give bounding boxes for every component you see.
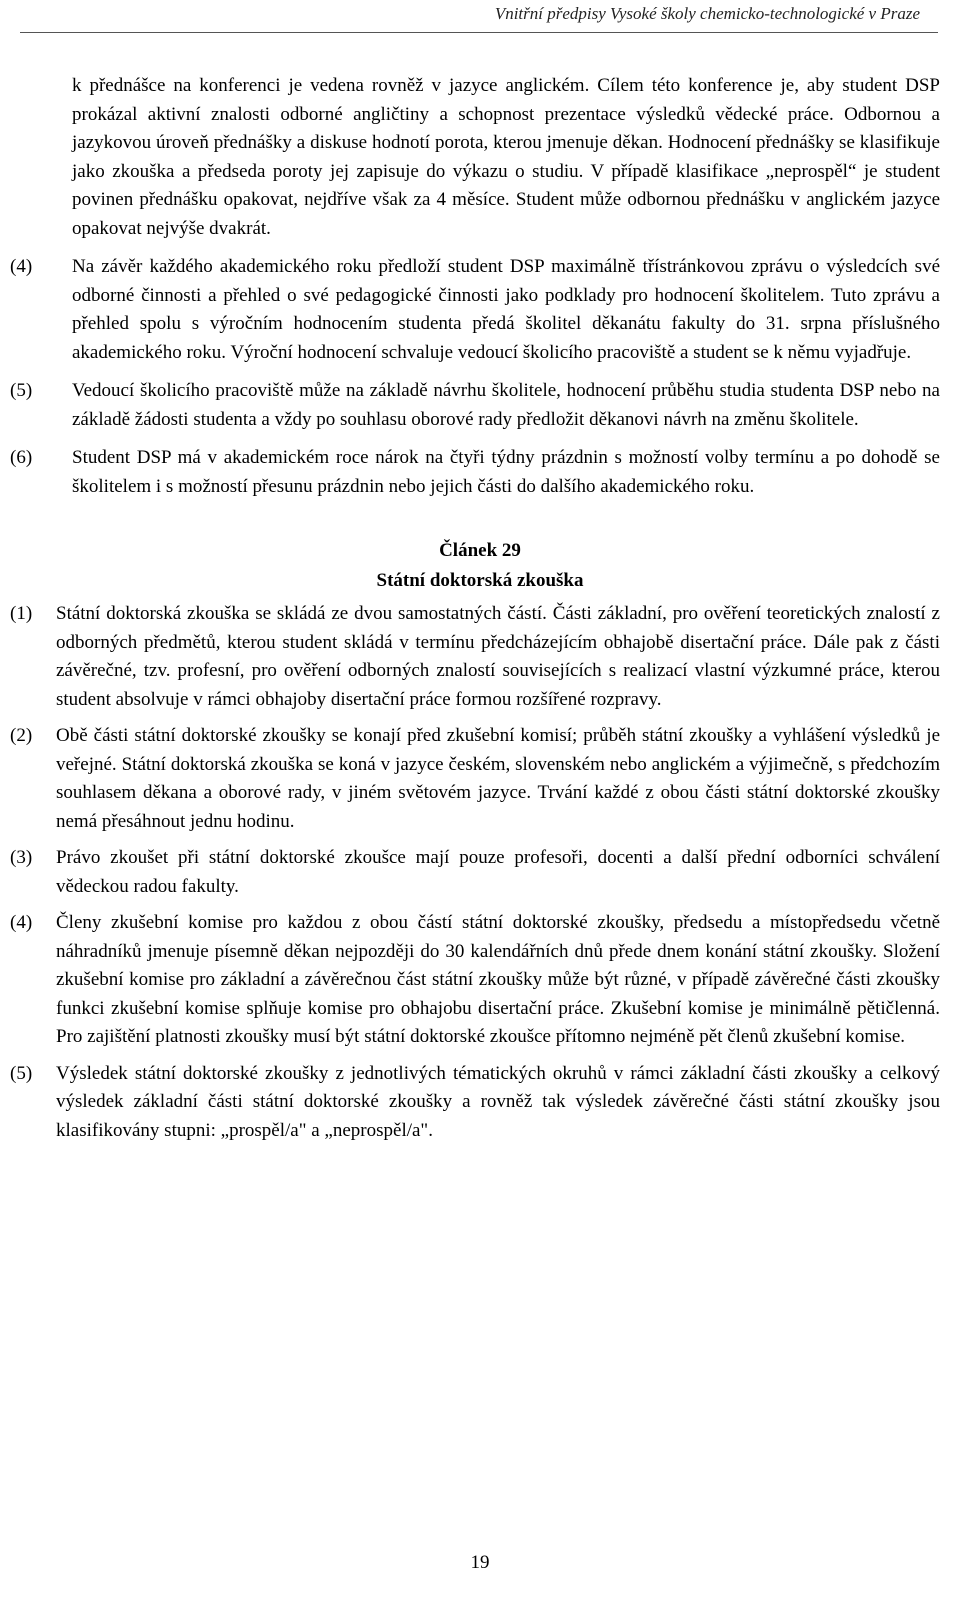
article-item-5	[10, 1060, 940, 1146]
document-body	[10, 72, 940, 1145]
article-item-1	[10, 600, 940, 714]
item-number: (4)	[10, 912, 33, 933]
article-item-4	[10, 909, 940, 1052]
item-number: (1)	[10, 603, 33, 624]
item-number: (6)	[10, 447, 33, 468]
prev-item-6	[10, 444, 940, 501]
prev-item-5	[10, 377, 940, 434]
header-divider	[20, 32, 938, 33]
article-items	[10, 600, 940, 1145]
article-title: Státní doktorská zkouška	[376, 570, 584, 591]
item-number: (2)	[10, 725, 33, 746]
item-text: Student DSP má v akademickém roce nárok na čtyři týdny prázdnin s možností volby termínu a po dohodě se školitelem i s možností přesunu prázdnin nebo jejich části do dalšího akademického roku.	[72, 447, 940, 497]
item-number: (4)	[10, 256, 33, 277]
item-text: Právo zkoušet při státní doktorské zkoušce mají pouze profesoři, docenti a další přední odborníci schválení vědeckou radou fakulty.	[56, 847, 940, 897]
item-number: (5)	[10, 1062, 33, 1084]
continuation-paragraph: k přednášce na konferenci je vedena rovněž v jazyce anglickém. Cílem této konference je, aby student DSP prokázal aktivní znalosti odborné angličtiny a schopnost prezentace výsledků vědecké práce. Odbornou a jazykovou úroveň přednášky a diskuse hodnotí porota, kterou jmenuje děkan. Hodnocení přednášky se klasifikuje jako zkouška a předseda poroty jej zapisuje do výkazu o studiu. V případě klasifikace „neprospěl“ je student povinen přednášku opakovat, nejdříve však za 4 měsíce. Student může odbornou přednášku v anglickém jazyce opakovat nejvýše dvakrát.	[72, 75, 940, 239]
item-text: Členy zkušební komise pro každou z obou částí státní doktorské zkoušky, předsedu a místopředsedu včetně náhradníků jmenuje písemně děkan nejpozději do 30 kalendářních dnů přede dnem konání státní zkoušky. Složení zkušební komise pro základní a závěrečnou část státní zkoušky může být různé, v případě závěrečné části zkoušky funkci zkušební komise splňuje komise pro obhajobu disertační práce. Zkušební komise je minimálně pětičlenná. Pro zajištění platnosti zkoušky musí být státní doktorské zkoušce přítomno nejméně pět členů zkušební komise.	[56, 912, 940, 1047]
item-number: (3)	[10, 847, 33, 868]
page-number: 19	[470, 1552, 490, 1573]
item-number: (5)	[10, 380, 33, 401]
item-text: Výsledek státní doktorské zkoušky z jednotlivých tématických okruhů v rámci základní části zkoušky a celkový výsledek základní části státní doktorské zkoušky a rovněž tak výsledek závěrečné části státní zkoušky jsou klasifikovány stupni: „prospěl/a" a „neprospěl/a".	[56, 1062, 940, 1141]
article-item-2	[10, 722, 940, 836]
item-text: Obě části státní doktorské zkoušky se konají před zkušební komisí; průběh státní zkoušky a vyhlášení výsledků je veřejné. Státní doktorská zkouška se koná v jazyce českém, slovenském nebo anglickém a výjimečně, s předchozím souhlasem děkana a oborové rady, v jiném světovém jazyce. Trvání každé z obou části státní doktorské zkoušky nemá přesáhnout jednu hodinu.	[56, 725, 940, 832]
article-number: Článek 29	[439, 540, 521, 561]
article-heading	[10, 536, 940, 596]
prev-item-4	[10, 253, 940, 367]
item-text: Na závěr každého akademického roku předloží student DSP maximálně třístránkovou zprávu o výsledcích své odborné činnosti a přehled o své pedagogické činnosti jako podklady pro hodnocení školitelem. Tuto zprávu a přehled spolu s výročním hodnocením studenta předá školitel děkanátu fakulty do 31. srpna příslušného akademického roku. Výroční hodnocení schvaluje vedoucí školicího pracoviště a student se k němu vyjadřuje.	[72, 256, 940, 363]
page-header	[0, 4, 960, 24]
header-title: Vnitřní předpisy Vysoké školy chemicko-technologické v Praze	[494, 4, 920, 23]
item-text: Státní doktorská zkouška se skládá ze dvou samostatných částí. Části základní, pro ověření teoretických znalostí z odborných předmětů, kterou student skládá v termínu předcházejícím obhajobě disertační práce. Dále pak z části závěrečné, tzv. profesní, pro ověření odborných znalostí souvisejících s realizací vlastní výzkumné práce, kterou student absolvuje v rámci obhajoby disertační práce formou rozšířené rozpravy.	[56, 603, 940, 710]
article-item-3	[10, 844, 940, 901]
item-text: Vedoucí školicího pracoviště může na základě návrhu školitele, hodnocení průběhu studia studenta DSP nebo na základě žádosti studenta a vždy po souhlasu oborové rady předložit děkanovi návrh na změnu školitele.	[72, 380, 940, 430]
